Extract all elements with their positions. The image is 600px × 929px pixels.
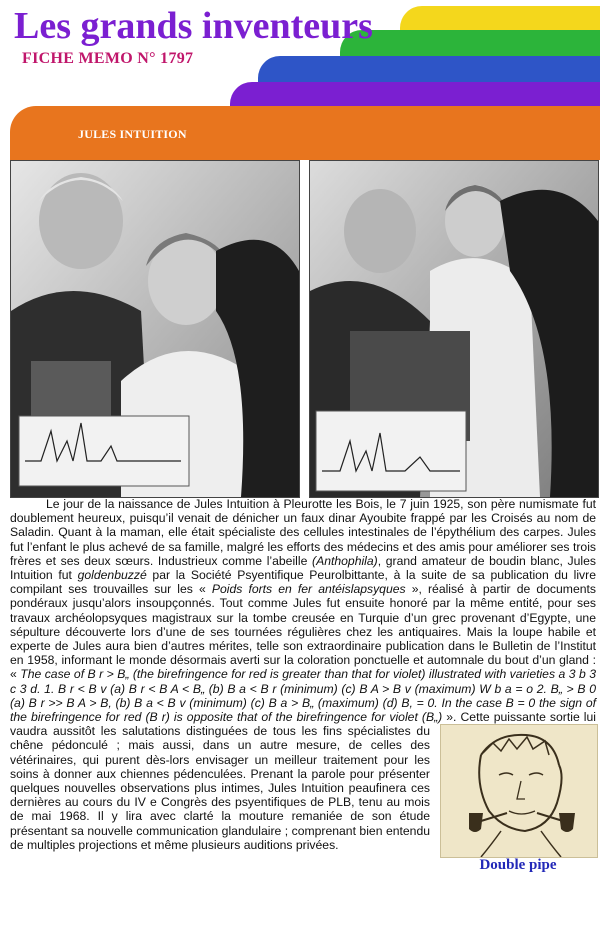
photo-left xyxy=(10,160,300,498)
pipe-figure xyxy=(434,724,596,874)
pipe-smoker-sketch-icon xyxy=(440,724,598,858)
article-paragraph: Le jour de la naissance de Jules Intuition à Pleurotte les Bois, le 7 juin 1925, son père numismate fut doublement heureux, puisqu’il venait de dénicher un faux dinar Ayoubite frappé par les Croisés au nom de Saladin. Quant à la maman, elle était spécialiste des cellules intestinales de l’épythélium des carpes. Jules fut l’enfant le plus achevé de sa famille, malgré les efforts des médecins et des amis pour améliorer ses trois frères et ses deux sœurs. Industrieux comme l’abeille (Anthophila), grand amateur de boudin blanc, Jules Intuition fut goldenbuzzé par la Société Psyentifique Peurolbittante, à la suite de sa publication du livre compilant ses trouvailles sur les « Poids forts en fer antéislapsyques », réalisé à partir de documents pondéraux jusqu’alors insoupçonnés. Tout comme Jules fut ensuite honoré par la même entité, pour ses travaux archéolopsyques magistraux sur la tombe creusée en Turquie d’un grec provenant d’Egypte, une sépulture découverte lors d’une de ses tournées régulières chez les antiquaires. Mais la loupe habile et experte de Jules aura bien d’autres mérites, telle son extraordinaire publication dans le Bulletin de l’Institut en 1958, informant le monde désormais averti sur la coloration ponctuelle et automnale du bout d’un gland : « The case of B r > B„ (the birefringence for red is greater than that for violet) illustrated with varieties a 3 b 3 c 3 d. 1. B r < B v (a) B r < B A < B„ (b) B a < B r (minimum) (c) B A > B v (maximum) W b a = o 2. B„ > B 0 (a) B r >> B A > B, (b) B a < B v (minimum) (c) B a > B„ (maximum) (d) B, = 0. In the case B = 0 the sign of the birefringence for red (B r) is opposite that of the birefringence for violet (B„) Double pipe ». Cette puissante sortie lui vaudra aussitôt les salutations distinguées de tous les fins spécialistes du chêne pédonculé ; mais aussi, dans un autre mesure, de celles des vétérinaires, qui purent dès-lors envisager un meilleur traitement pour les soins à donner aux chiennes pédenculées. Prenant la parole pour présenter quelques nouvelles observations plus intimes, Jules Intuition peaufinera ces dernières au cours du IV e Congrès des psyentifiques de PLB, tenu au mois de mai 1968. Il y lira avec clarté la mouture remaniée de son étude présentant sa nouvelle communication glandulaire ; comprenant bien entendu de multiples projections et même plusieurs auditions privées. xyxy=(10,497,597,874)
fiche-number: FICHE MEMO N° 1797 xyxy=(22,50,194,67)
black-and-white-photo-left-icon xyxy=(11,161,299,497)
page-title: Les grands inventeurs xyxy=(14,5,373,47)
photo-right xyxy=(309,160,599,498)
article-body xyxy=(10,497,596,874)
black-and-white-photo-right-icon xyxy=(310,161,598,497)
section-label: JULES INTUITION xyxy=(78,127,187,141)
quote-text: The case of B r > B„ (the birefringence for red is greater than that for violet) illustrated with varieties a 3 b 3 c 3 d. 1. B r < B v (a) B r < B A < B„ (b) B a < B r (minimum) (c) B A > B v (maximum) W b a = o 2. B„ > B 0 (a) B r >> B A > B, (b) B a < B v (minimum) (c) B a > B„ (maximum) (d) B, = 0. In the case B = 0 the sign of the birefringence for red (B r) is opposite that of the birefringence for violet (B„) xyxy=(10,667,597,725)
figure-caption: Double pipe xyxy=(479,857,557,874)
